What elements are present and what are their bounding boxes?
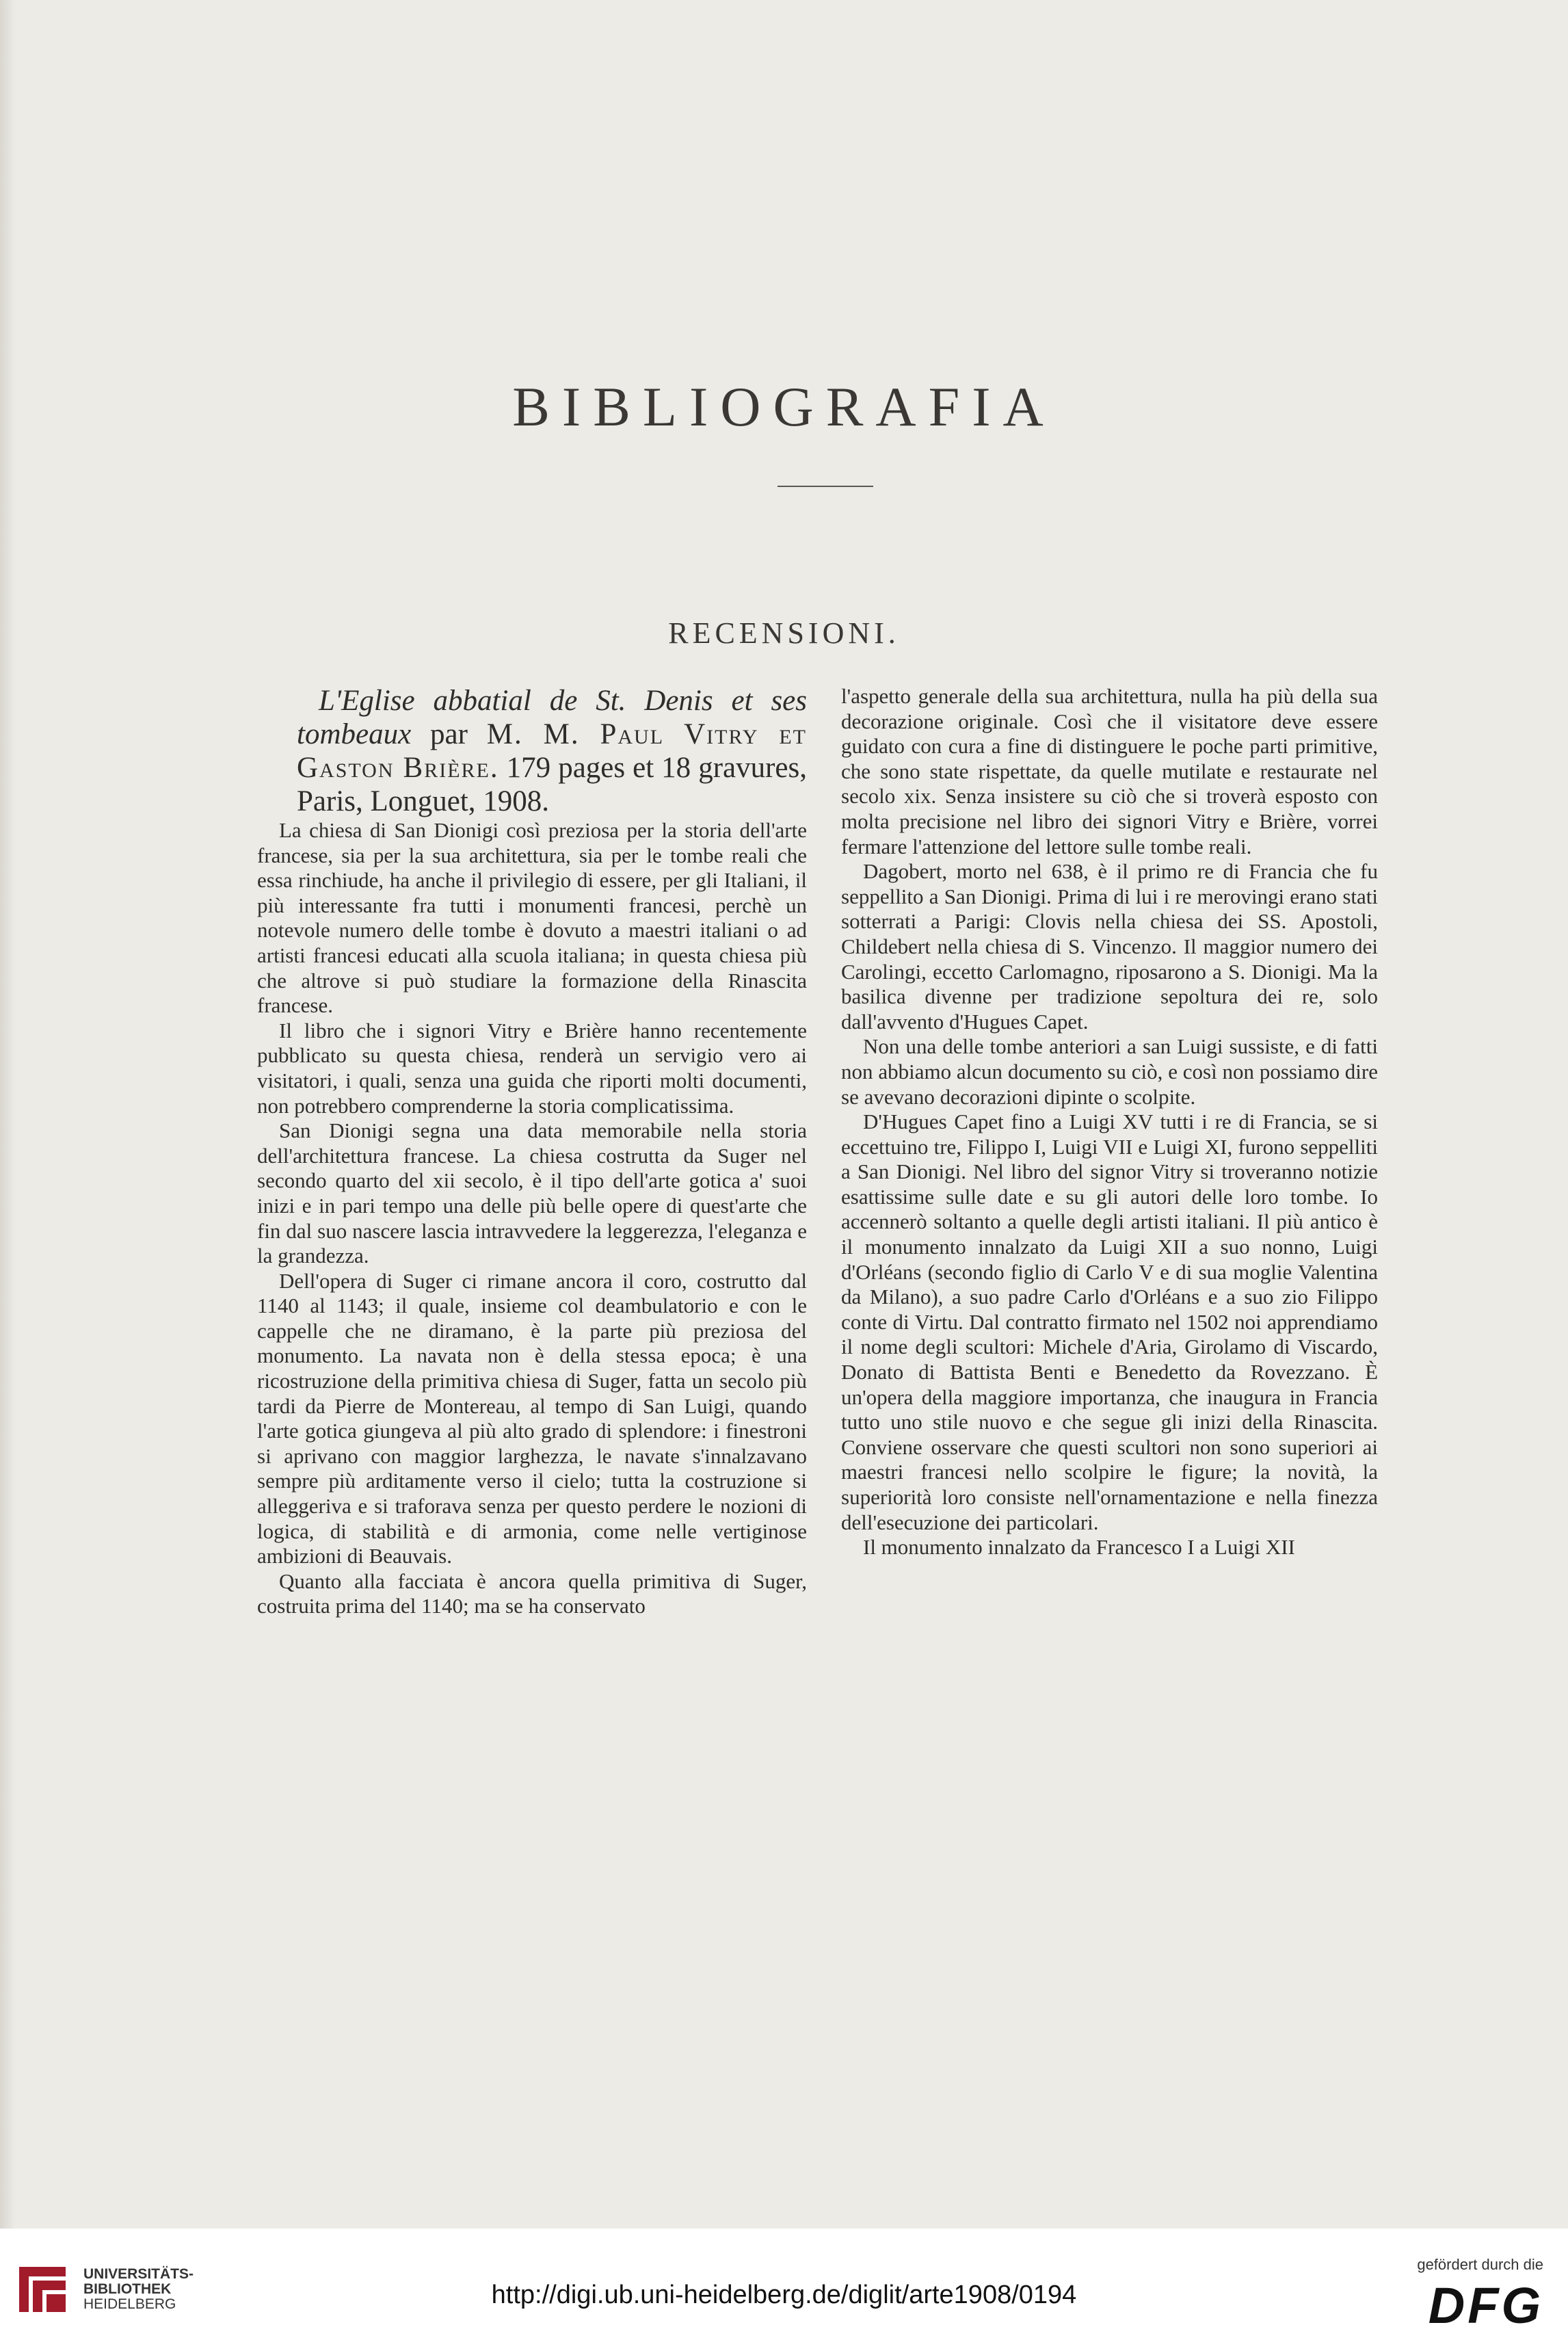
left-column	[257, 684, 807, 1619]
paragraph: Non una delle tombe anteriori a san Luigi sussiste, e di fatti non abbiamo alcun documento su ciò, e così non possiamo dire se avevano decorazioni dipinte o scolpite.	[841, 1034, 1378, 1109]
library-name-line: HEIDELBERG	[83, 2296, 176, 2312]
paragraph: Dell'opera di Suger ci rimane ancora il coro, costrutto dal 1140 al 1143; il quale, insieme col deambulatorio e con le cappelle che ne diramano, è la parte più preziosa del monumento. La navata non è della stessa epoca; è una ricostruzione della primitiva chiesa di Suger, fatta un secolo più tardi da Pierre de Montereau, al tempo di San Luigi, quando l'arte gotica giungeva al più alto grado di splendore: i finestroni si aprivano con maggior larghezza, le navate s'innalzavano sempre più arditamente verso il cielo; tutta la costruzione si alleggeriva e si traforava senza per questo perdere le nozioni di logica, di stabilità e di armonia, come nelle vertiginose ambizioni di Beauvais.	[257, 1268, 807, 1568]
review-heading	[257, 684, 807, 818]
paragraph: Dagobert, morto nel 638, è il primo re di Francia che fu seppellito a San Dionigi. Prima di lui i re merovingi erano stati sotterrati a Parigi: Clovis nella chiesa dei SS. Apostoli, Childebert nella chiesa di S. Vincenzo. Il maggior numero dei Carolingi, eccetto Carlomagno, riposarono a S. Dionigi. Ma la basilica divenne per tradizione sepoltura dei re, solo dall'avvento d'Hugues Capet.	[841, 859, 1378, 1034]
funding-note: gefördert durch die	[1417, 2256, 1543, 2273]
paragraph: La chiesa di San Dionigi così preziosa per la storia dell'arte francese, sia per la sua architettura, sia per le tombe reali che essa rinchiude, ha anche il privilegio di essere, per gli Italiani, il più interessante fra tutti i monumenti francesi, perchè un notevole numero delle tombe è dovuto a maestri italiani o ad artisti francesi educati alla scuola italiana; in questa chiesa più che altrove si può studiare la formazione della Rinascita francese.	[257, 818, 807, 1018]
paragraph: San Dionigi segna una data memorabile nella storia dell'architettura francese. La chiesa costrutta da Suger nel secondo quarto del xii secolo, è il tipo dell'arte gotica a' suoi inizi e in pari tempo una delle più belle opere di quest'arte che fin dal suo nascere lascia intravvedere la leggerezza, l'eleganza e la grandezza.	[257, 1118, 807, 1268]
dfg-logo: DFG	[1428, 2277, 1543, 2334]
paragraph: D'Hugues Capet fino a Luigi XV tutti i re di Francia, se si eccettuino tre, Filippo I, Luigi VII e Luigi XI, furono seppelliti a San Dionigi. Nel libro del signor Vitry si troveranno notizie esattissime sulle date e su gli autori delle loro tombe. Io accennerò soltanto a quelle degli artisti italiani. Il più antico è il monumento innalzato da Luigi XII a suo nonno, Luigi d'Orléans (secondo figlio di Carlo V e di sua moglie Valentina da Milano), a suo padre Carlo d'Orléans e a suo zio Filippo conte di Virtu. Dal contratto firmato nel 1502 noi apprendiamo il nome degli scultori: Michele d'Aria, Girolamo di Viscardo, Donato di Battista Benti e Benedetto da Rovezzano. È un'opera della maggiore importanza, che inaugura in Francia tutto uno stile nuovo e che segue gli inizi della Rinascita. Conviene osservare che questi scultori non sono superiori ai maestri francesi nello scolpire le figure; la novità, la superiorità loro consiste nell'ornamentazione e nella finezza dell'esecuzione dei particolari.	[841, 1109, 1378, 1534]
scan-shadow-edge	[0, 0, 15, 2338]
paragraph: Il libro che i signori Vitry e Brière hanno recentemente pubblicato su questa chiesa, renderà un servigio vero ai visitatori, i quali, senza una guida che riporti molti documenti, non potrebbero comprenderne la storia complicatissima.	[257, 1018, 807, 1118]
paragraph: Quanto alla facciata è ancora quella primitiva di Suger, costruita prima del 1140; ma se ha conservato	[257, 1568, 807, 1618]
paragraph: Il monumento innalzato da Francesco I a Luigi XII	[863, 1535, 1295, 1560]
page-title: BIBLIOGRAFIA	[512, 376, 1056, 438]
reviewed-book-title: L'Eglise abbatial de St. Denis et ses tombeaux	[297, 685, 807, 750]
permalink-url[interactable]: http://digi.ub.uni-heidelberg.de/diglit/arte1908/0194	[491, 2281, 1077, 2309]
section-title: RECENSIONI.	[668, 616, 900, 650]
reviewed-book-authors: M. M. Paul Vitry et Gaston Brière.	[297, 718, 807, 784]
title-rule	[778, 486, 873, 487]
reviewed-book-details: 179 pages et 18 gravures, Paris, Longuet, 1908.	[297, 752, 808, 817]
digitization-footer	[0, 2229, 1568, 2338]
paragraph-continued: l'aspetto generale della sua architettura, nulla ha più della sua decorazione originale. Così che il visitatore deve essere guidato con cura a fine di distinguere le poche parti primitive, che sono state rispettate, da quelle mutilate e restaurate nel secolo xix. Senza insistere su ciò che si troverà esposto con molta precisione nel libro dei signori Vitry e Brière, vorrei fermare l'attenzione del lettore sulle tombe reali.	[841, 684, 1378, 858]
library-name-line: UNIVERSITÄTS-	[83, 2266, 194, 2282]
heading-par: par	[411, 718, 487, 750]
right-column	[841, 684, 1378, 1560]
library-name-line: BIBLIOTHEK	[83, 2281, 172, 2297]
